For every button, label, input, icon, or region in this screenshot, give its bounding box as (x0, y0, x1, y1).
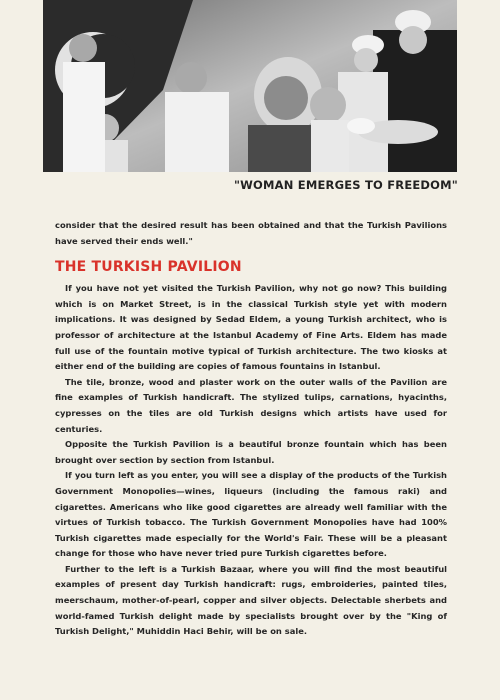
photo-scene (43, 0, 457, 172)
photo-caption: "WOMAN EMERGES TO FREEDOM" (233, 178, 458, 192)
paragraph: The tile, bronze, wood and plaster work on the outer walls of the Pavilion are fine examples of Turkish handicraft. The stylized tulips, carnations, hyacinths, cypresses on the tiles are old Turkish designs which artists have used for centuries. (55, 376, 447, 434)
paragraph: Opposite the Turkish Pavilion is a beautiful bronze fountain which has been brought over section by section from Istanbul. (55, 439, 447, 465)
article-body (55, 218, 447, 640)
section-heading: THE TURKISH PAVILION (55, 259, 242, 276)
paragraph: If you have not yet visited the Turkish Pavilion, why not go now? This building which is on Market Street, is in the classical Turkish style yet with modern implications. It was designed by Sedad Eldem, a young Turkish architect, who is professor of architecture at the Istanbul Academy of Fine Arts. Eldem has made full use of the fountain motive typical of Turkish architecture. The two kiosks at either end of the building are copies of famous fountains in Istanbul. (55, 283, 447, 372)
halftone-photograph (43, 0, 457, 172)
paragraph: Further to the left is a Turkish Bazaar, where you will find the most beautiful examples of present day Turkish handicraft: rugs, embroideries, painted tiles, meerschaum, mother-of-pearl, copper and silver objects. Delectable sherbets and world-famed Turkish delight made by specialists brought over by the "King of Turkish Delight," Muhiddin Haci Behir, will be on sale. (55, 563, 447, 637)
paragraph: If you turn left as you enter, you will see a display of the products of the Turkish Government Monopolies—wines, liqueurs (including the famous raki) and cigarettes. Americans who like good cigarettes are already well familiar with the virtues of Turkish tobacco. The Turkish Government Monopolies have had 100% Turkish cigarettes made especially for the World's Fair. These will be a pleasant change for those who have never tried pure Turkish cigarettes before. (55, 470, 447, 559)
intro-paragraph: consider that the desired result has been obtained and that the Turkish Pavilions have served their ends well." (55, 220, 447, 246)
